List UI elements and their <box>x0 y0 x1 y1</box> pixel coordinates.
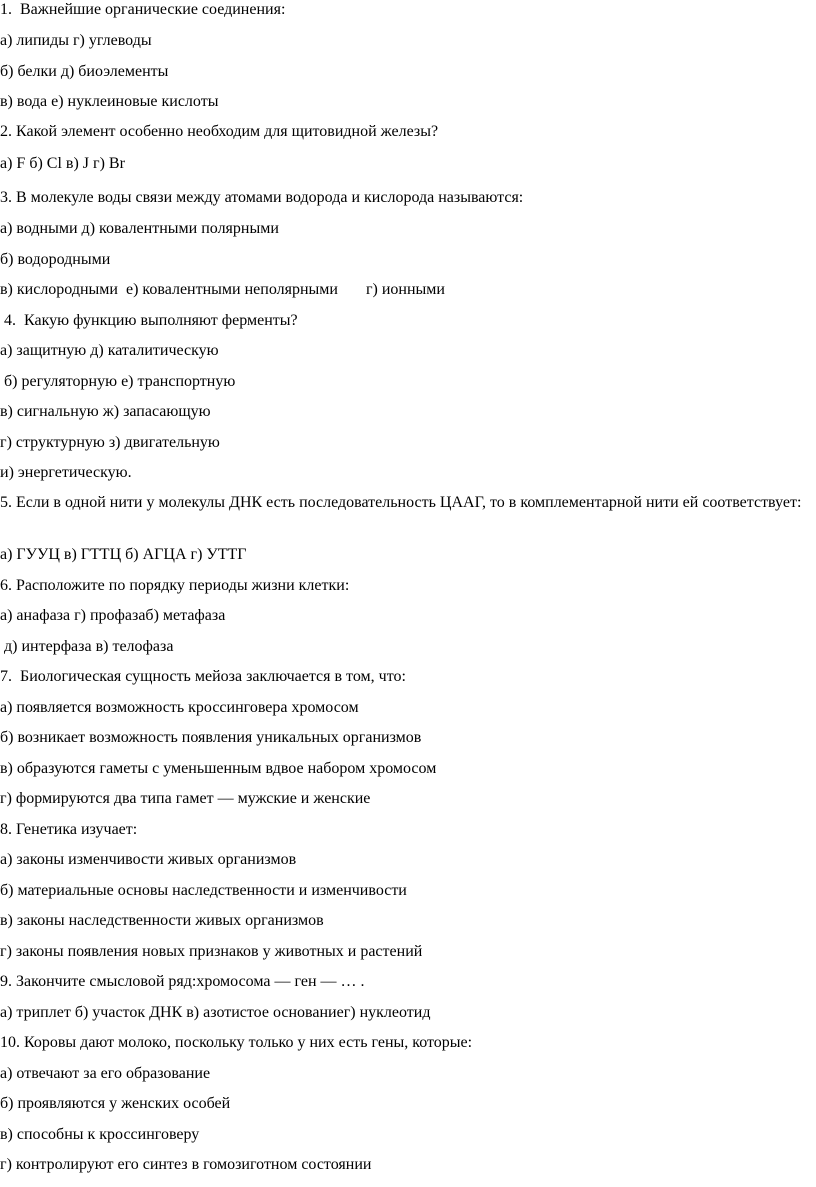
question-3: 3. В молекуле воды связи между атомами водорода и кислорода называются: <box>0 189 524 206</box>
question-9: 9. Закончите смысловой ряд:хромосома — ген — … . <box>0 973 365 990</box>
answer-line: г) законы появления новых признаков у животных и растений <box>0 943 423 960</box>
answer-line: а) защитную д) каталитическую <box>0 342 219 359</box>
answer-line: г) формируются два типа гамет — мужские и женские <box>0 790 371 807</box>
answer-line: б) регуляторную е) транспортную <box>0 373 236 390</box>
answer-line: а) ГУУЦ в) ГТТЦ б) АГЦА г) УТТГ <box>0 546 247 563</box>
question-8: 8. Генетика изучает: <box>0 821 138 838</box>
answer-line: в) способны к кроссинговеру <box>0 1126 200 1143</box>
answer-line: а) отвечают за его образование <box>0 1065 211 1082</box>
answer-line: в) образуются гаметы с уменьшенным вдвое набором хромосом <box>0 760 437 777</box>
answer-line: в) сигнальную ж) запасающую <box>0 403 211 420</box>
question-10: 10. Коровы дают молоко, поскольку только у них есть гены, которые: <box>0 1034 473 1051</box>
question-2: 2. Какой элемент особенно необходим для щитовидной железы? <box>0 123 439 140</box>
answer-line: в) законы наследственности живых организмов <box>0 912 324 929</box>
answer-line: а) появляется возможность кроссинговера хромосом <box>0 699 359 716</box>
question-6: 6. Расположите по порядку периоды жизни клетки: <box>0 577 350 594</box>
answer-line: а) триплет б) участок ДНК в) азотистое основаниег) нуклеотид <box>0 1004 431 1021</box>
answer-line: а) водными д) ковалентными полярными <box>0 220 279 237</box>
answer-line: б) белки д) биоэлементы <box>0 63 169 80</box>
answer-line: д) интерфаза в) телофаза <box>0 638 174 655</box>
question-1: 1. Важнейшие органические соединения: <box>0 1 286 18</box>
answer-line: в) вода е) нуклеиновые кислоты <box>0 93 219 110</box>
question-4: 4. Какую функцию выполняют ферменты? <box>0 312 298 329</box>
answer-line: а) анафаза г) профазаб) метафаза <box>0 607 226 624</box>
answer-line: б) водородными <box>0 251 111 268</box>
answer-line: б) материальные основы наследственности и изменчивости <box>0 882 407 899</box>
answer-line: а) липиды г) углеводы <box>0 32 152 49</box>
answer-line: и) энергетическую. <box>0 464 132 481</box>
answer-line: б) возникает возможность появления уникальных организмов <box>0 729 422 746</box>
answer-line: а) F б) Cl в) J г) Br <box>0 155 125 172</box>
answer-line: в) кислородными е) ковалентными неполярными г) ионными <box>0 281 445 298</box>
answer-line: а) законы изменчивости живых организмов <box>0 851 297 868</box>
answer-line: г) контролируют его синтез в гомозиготном состоянии <box>0 1156 372 1173</box>
question-5: 5. Если в одной нити у молекулы ДНК есть последовательность ЦААГ, то в комплементарной нити ей соответствует: <box>0 494 802 511</box>
answer-line: г) структурную з) двигательную <box>0 434 220 451</box>
question-7: 7. Биологическая сущность мейоза заключается в том, что: <box>0 668 406 685</box>
answer-line: б) проявляются у женских особей <box>0 1095 231 1112</box>
